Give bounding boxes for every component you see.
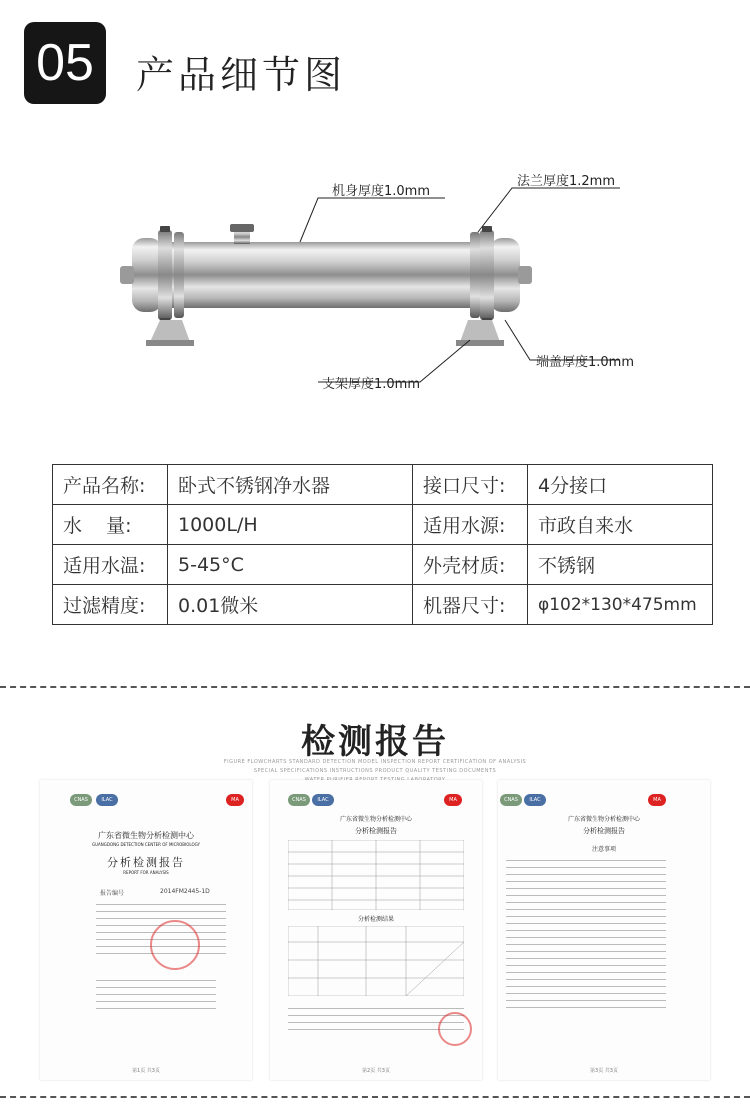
report-page-3: CNAS ILAC MA 广东省微生物分析检测中心 分析检测报告 注意事项 第3页 共3页 — [498, 780, 710, 1080]
spec-label: 外壳材质: — [413, 545, 528, 585]
report-table-results — [288, 926, 464, 996]
right-flange — [480, 230, 494, 320]
cert-logo-icon: CNAS — [288, 794, 310, 806]
spec-value: 0.01微米 — [168, 585, 413, 625]
callout-flange-thickness: 法兰厚度1.2mm — [517, 174, 616, 189]
ilac-logo-icon: ILAC — [524, 794, 546, 806]
report-page-2: CNAS ILAC MA 广东省微生物分析检测中心 分析检测报告 分析检测结果 第2页 共3页 — [270, 780, 482, 1080]
spec-row — [53, 545, 713, 585]
report-table-top — [288, 840, 464, 910]
ilac-logo-icon: ILAC — [96, 794, 118, 806]
spec-label: 适用水源: — [413, 505, 528, 545]
spec-value: 卧式不锈钢净水器 — [168, 465, 413, 505]
spec-label: 产品名称: — [53, 465, 168, 505]
spec-value: 5-45°C — [168, 545, 413, 585]
callout-body-thickness: 机身厚度1.0mm — [332, 184, 431, 199]
spec-value: φ102*130*475mm — [528, 585, 713, 625]
spec-value: 1000L/H — [168, 505, 413, 545]
cma-logo-icon: MA — [444, 794, 462, 806]
spec-table — [52, 464, 713, 625]
spec-value: 不锈钢 — [528, 545, 713, 585]
spec-label: 接口尺寸: — [413, 465, 528, 505]
spec-row — [53, 465, 713, 505]
spec-value: 市政自来水 — [528, 505, 713, 545]
cma-logo-icon: MA — [226, 794, 244, 806]
spec-row — [53, 505, 713, 545]
callout-bracket-thickness: 支架厚度1.0mm — [322, 377, 421, 392]
spec-value: 4分接口 — [528, 465, 713, 505]
report-section-title: 检测报告 — [301, 722, 449, 762]
left-flange — [158, 230, 172, 320]
spec-label: 水 量: — [53, 505, 168, 545]
divider — [0, 686, 750, 688]
report-page-1: CNAS ILAC MA 广东省微生物分析检测中心 GUANGDONG DETECTION CENTER OF MICROBIOLOGY 分析检测报告 REPORT FOR ANALYSIS 报告编号 2014FM2445-1D 第1页 共3页 — [40, 780, 252, 1080]
callout-endcap-thickness: 端盖厚度1.0mm — [536, 355, 635, 370]
section-title: 产品细节图 — [136, 53, 347, 97]
cert-logo-icon: CNAS — [500, 794, 522, 806]
section-number-badge: 05 — [24, 22, 106, 104]
spec-label: 适用水温: — [53, 545, 168, 585]
spec-row — [53, 585, 713, 625]
tube-body — [150, 242, 500, 308]
report-section-subtitle: FIGURE FLOWCHARTS STANDARD DETECTION MODEL INSPECTION REPORT CERTIFICATION OF ANALYSIS SPECIAL SPECIFICATIONS INSTRUCTIONS PRODUCT QUALITY TESTING DOCUMENTS — [223, 759, 527, 774]
cma-logo-icon: MA — [648, 794, 666, 806]
spec-label: 机器尺寸: — [413, 585, 528, 625]
spec-label: 过滤精度: — [53, 585, 168, 625]
ilac-logo-icon: ILAC — [312, 794, 334, 806]
bottom-divider — [0, 1096, 750, 1098]
product-illustration — [0, 150, 750, 410]
cert-logo-icon: CNAS — [70, 794, 92, 806]
